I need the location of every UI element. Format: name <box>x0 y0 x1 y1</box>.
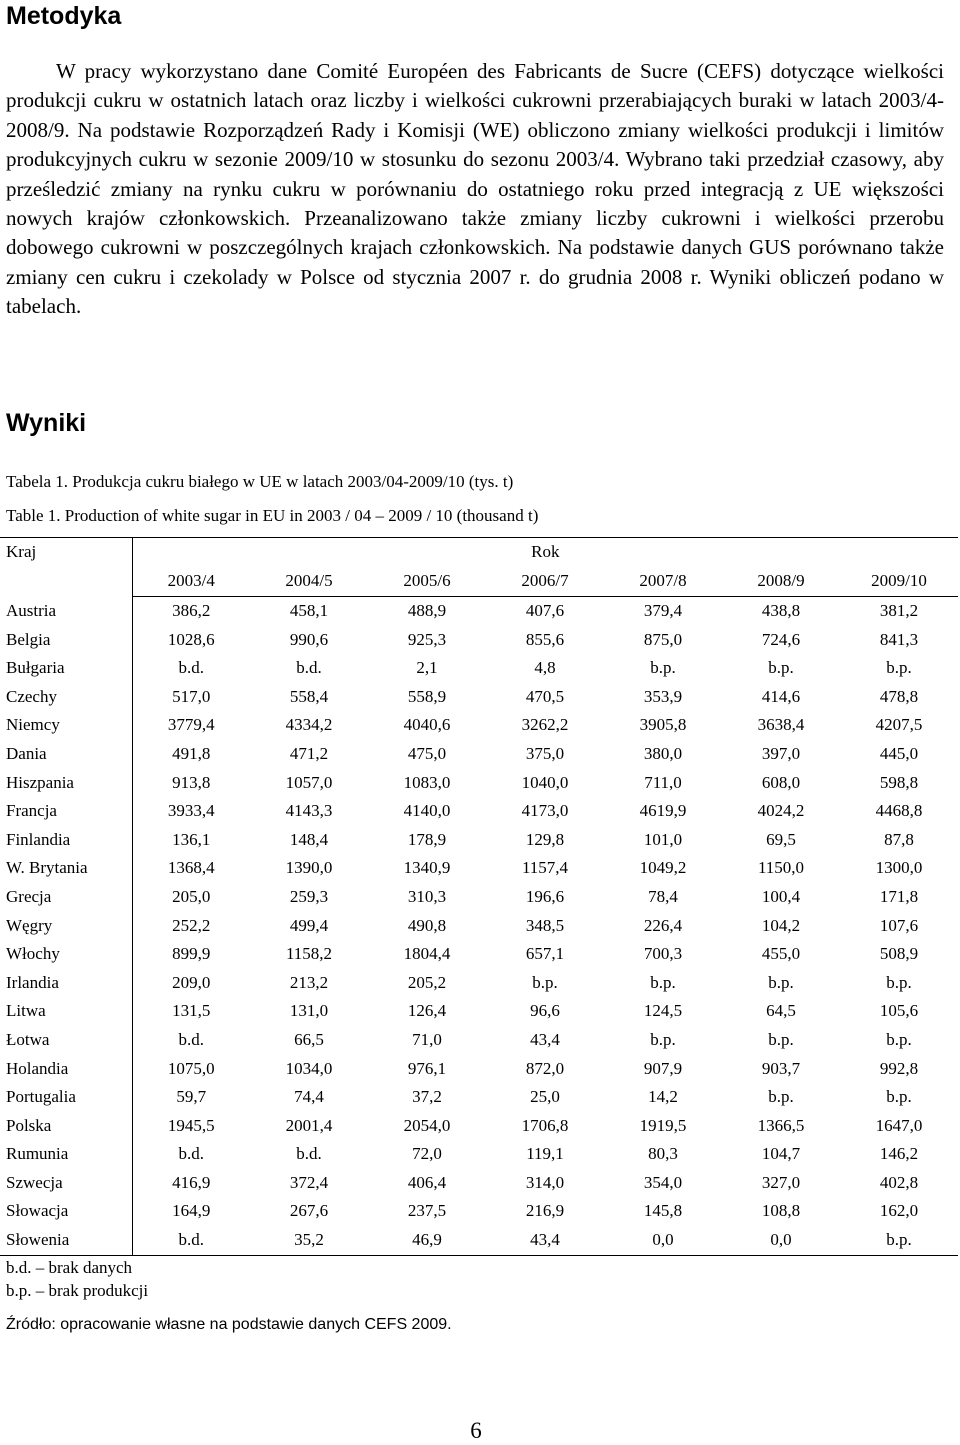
value-cell: 252,2 <box>172 915 211 935</box>
table-caption-polish: Tabela 1. Produkcja cukru białego w UE w latach 2003/04-2009/10 (tys. t) <box>6 472 514 491</box>
year-header: 2007/8 <box>604 566 722 597</box>
table-row <box>0 969 958 998</box>
value-cell: b.p. <box>650 972 676 992</box>
table-row <box>0 1055 958 1084</box>
value-cell: 101,0 <box>643 829 683 849</box>
value-cell: 1049,2 <box>639 858 687 878</box>
value-cell: 3638,4 <box>757 715 805 735</box>
value-cell: 478,8 <box>879 686 919 706</box>
value-cell: 2001,4 <box>285 1115 333 1135</box>
value-cell: 907,9 <box>643 1058 683 1078</box>
value-cell: 925,3 <box>407 629 447 649</box>
table-row <box>0 854 958 883</box>
country-cell: Irlandia <box>0 969 132 998</box>
value-cell: 990,6 <box>289 629 329 649</box>
table-row <box>0 912 958 941</box>
value-cell: 416,9 <box>172 1172 211 1192</box>
value-cell: 25,0 <box>530 1087 560 1107</box>
country-cell: Słowenia <box>0 1226 132 1255</box>
value-cell: 414,6 <box>761 686 801 706</box>
value-cell: 558,9 <box>407 686 447 706</box>
value-cell: 4024,2 <box>757 801 805 821</box>
country-cell: Hiszpania <box>0 769 132 798</box>
value-cell: 470,5 <box>525 686 565 706</box>
value-cell: 475,0 <box>407 743 447 763</box>
value-cell: b.p. <box>650 658 676 678</box>
value-cell: 124,5 <box>643 1001 683 1021</box>
table-row <box>0 683 958 712</box>
country-cell: Finlandia <box>0 826 132 855</box>
country-cell: Szwecja <box>0 1169 132 1198</box>
table-row <box>0 1112 958 1141</box>
page-number: 6 <box>470 1418 482 1443</box>
table-header-row <box>0 538 958 567</box>
value-cell: 1075,0 <box>167 1058 215 1078</box>
value-cell: 397,0 <box>761 743 801 763</box>
value-cell: 209,0 <box>172 972 211 992</box>
value-cell: 148,4 <box>289 829 329 849</box>
value-cell: 78,4 <box>648 886 678 906</box>
value-cell: 1390,0 <box>285 858 333 878</box>
methodology-paragraph: W pracy wykorzystano dane Comité Européen des Fabricants de Sucre (CEFS) dotyczące wielkości produkcji cukru w ostatnich latach oraz liczby i wielkości cukrowni przerabiających buraki w latach 2003/4-2008/9. Na podstawie Rozporządzeń Rady i Komisji (WE) obliczono zmiany wielkości produkcji i limitów produkcyjnych cukru w sezonie 2009/10 w stosunku do sezonu 2003/4. Wybrano taki przedział czasowy, aby prześledzić zmiany na rynku cukru w porównaniu do ostatniego roku przed integracją z UE większości nowych krajów członkowskich. Przeanalizowano także zmiany liczby cukrowni i wielkości przerobu dobowego cukrowni w poszczególnych krajach członkowskich. Na podstawie danych GUS porównano także zmiany cen cukru i czekolady w Polsce od stycznia 2007 r. do grudnia 2008 r. Wyniki obliczeń podano w tabelach. <box>6 59 944 319</box>
value-cell: 119,1 <box>526 1144 564 1164</box>
value-cell: 438,8 <box>761 601 801 620</box>
value-cell: 46,9 <box>368 1226 486 1255</box>
value-cell: b.p. <box>768 1029 794 1049</box>
value-cell: b.p. <box>532 972 558 992</box>
table-row <box>0 597 958 626</box>
country-cell: Węgry <box>0 912 132 941</box>
value-cell: 105,6 <box>879 1001 919 1021</box>
country-cell: Rumunia <box>0 1140 132 1169</box>
year-header: 2004/5 <box>250 566 368 597</box>
value-cell: 353,9 <box>643 686 683 706</box>
value-cell: 59,7 <box>176 1087 207 1107</box>
value-cell: b.p. <box>840 1226 958 1255</box>
value-cell: 976,1 <box>407 1058 447 1078</box>
country-cell: Łotwa <box>0 1026 132 1055</box>
value-cell: 136,1 <box>172 829 211 849</box>
value-cell: 1150,0 <box>757 858 805 878</box>
country-cell: Włochy <box>0 940 132 969</box>
value-cell: 841,3 <box>879 629 919 649</box>
value-cell: 354,0 <box>643 1172 683 1192</box>
value-cell: 455,0 <box>761 944 801 964</box>
value-cell: 872,0 <box>525 1058 565 1078</box>
value-cell: 1028,6 <box>167 629 215 649</box>
value-cell: 80,3 <box>648 1144 678 1164</box>
table-row <box>0 1140 958 1169</box>
country-cell: Czechy <box>0 683 132 712</box>
value-cell: b.d. <box>178 658 204 678</box>
value-cell: 104,7 <box>761 1144 801 1164</box>
value-cell: 508,9 <box>879 944 919 964</box>
value-cell: 1040,0 <box>521 772 569 792</box>
value-cell: 37,2 <box>412 1087 442 1107</box>
year-header: 2003/4 <box>132 566 250 597</box>
value-cell: 402,8 <box>879 1172 919 1192</box>
value-cell: 205,0 <box>172 886 211 906</box>
table-row <box>0 769 958 798</box>
value-cell: 205,2 <box>407 972 447 992</box>
value-cell: 657,1 <box>525 944 565 964</box>
country-cell: Austria <box>0 597 132 626</box>
value-cell: 3933,4 <box>167 801 215 821</box>
table-row <box>0 1083 958 1112</box>
value-cell: b.p. <box>768 972 794 992</box>
value-cell: 3262,2 <box>521 715 569 735</box>
value-cell: 196,6 <box>525 886 565 906</box>
country-cell: Dania <box>0 740 132 769</box>
value-cell: 381,2 <box>879 601 919 620</box>
value-cell: b.p. <box>886 1029 912 1049</box>
value-cell: 724,6 <box>761 629 801 649</box>
table-row <box>0 826 958 855</box>
value-cell: 1647,0 <box>875 1115 923 1135</box>
table-row <box>0 1169 958 1198</box>
value-cell: 178,9 <box>407 829 447 849</box>
methodology-heading: Metodyka <box>6 2 122 30</box>
value-cell: 499,4 <box>289 915 329 935</box>
value-cell: 875,0 <box>643 629 683 649</box>
value-cell: 43,4 <box>486 1226 604 1255</box>
value-cell: 517,0 <box>172 686 211 706</box>
year-group-header: Rok <box>132 538 958 567</box>
value-cell: 4468,8 <box>875 801 923 821</box>
value-cell: 488,9 <box>407 601 447 620</box>
table-row <box>0 654 958 683</box>
value-cell: 145,8 <box>643 1201 683 1221</box>
country-cell: Francja <box>0 797 132 826</box>
country-cell: Holandia <box>0 1055 132 1084</box>
value-cell: b.p. <box>650 1029 676 1049</box>
table-row <box>0 711 958 740</box>
note-bd: b.d. – brak danych <box>6 1258 133 1277</box>
value-cell: 1158,2 <box>285 944 333 964</box>
value-cell: 406,4 <box>407 1172 447 1192</box>
value-cell: 69,5 <box>766 829 796 849</box>
value-cell: 375,0 <box>525 743 565 763</box>
value-cell: 0,0 <box>722 1226 840 1255</box>
source-note: Źródło: opracowanie własne na podstawie danych CEFS 2009. <box>6 1316 452 1333</box>
value-cell: 2054,0 <box>403 1115 451 1135</box>
value-cell: 4173,0 <box>521 801 569 821</box>
value-cell: 131,5 <box>172 1001 211 1021</box>
table-row <box>0 940 958 969</box>
value-cell: 87,8 <box>884 829 914 849</box>
value-cell: 226,4 <box>643 915 683 935</box>
value-cell: 903,7 <box>761 1058 801 1078</box>
value-cell: 1804,4 <box>403 944 451 964</box>
value-cell: 711,0 <box>644 772 682 792</box>
value-cell: 1706,8 <box>521 1115 569 1135</box>
value-cell: 445,0 <box>879 743 919 763</box>
value-cell: 380,0 <box>643 743 683 763</box>
value-cell: 598,8 <box>879 772 919 792</box>
note-bp: b.p. – brak produkcji <box>6 1281 149 1300</box>
value-cell: 164,9 <box>172 1201 211 1221</box>
value-cell: 491,8 <box>172 743 211 763</box>
value-cell: 171,8 <box>879 886 919 906</box>
value-cell: b.d. <box>132 1226 250 1255</box>
year-header: 2006/7 <box>486 566 604 597</box>
value-cell: 490,8 <box>407 915 447 935</box>
value-cell: 4140,0 <box>403 801 451 821</box>
value-cell: 1340,9 <box>403 858 451 878</box>
table-row <box>0 740 958 769</box>
value-cell: 14,2 <box>648 1087 678 1107</box>
table-body <box>0 597 958 1256</box>
country-cell: Belgia <box>0 626 132 655</box>
value-cell: 108,8 <box>761 1201 801 1221</box>
results-heading: Wyniki <box>6 409 87 437</box>
country-column-header: Kraj <box>0 538 132 597</box>
value-cell: 126,4 <box>407 1001 447 1021</box>
value-cell: 608,0 <box>761 772 801 792</box>
value-cell: b.p. <box>768 658 794 678</box>
table-row <box>0 997 958 1026</box>
value-cell: 471,2 <box>289 743 329 763</box>
value-cell: 107,6 <box>879 915 919 935</box>
value-cell: 96,6 <box>530 1001 560 1021</box>
country-cell: W. Brytania <box>0 854 132 883</box>
value-cell: 129,8 <box>525 829 565 849</box>
year-header: 2009/10 <box>840 566 958 597</box>
value-cell: b.d. <box>178 1029 204 1049</box>
value-cell: 372,4 <box>289 1172 329 1192</box>
table-row <box>0 797 958 826</box>
value-cell: 992,8 <box>879 1058 919 1078</box>
country-cell: Portugalia <box>0 1083 132 1112</box>
value-cell: b.d. <box>178 1144 204 1164</box>
value-cell: 1366,5 <box>757 1115 805 1135</box>
value-cell: 310,3 <box>407 886 447 906</box>
value-cell: 913,8 <box>172 772 211 792</box>
value-cell: 1057,0 <box>285 772 333 792</box>
value-cell: 1034,0 <box>285 1058 333 1078</box>
value-cell: 74,4 <box>294 1087 324 1107</box>
value-cell: 1157,4 <box>521 858 569 878</box>
value-cell: 162,0 <box>879 1201 919 1221</box>
value-cell: 327,0 <box>761 1172 801 1192</box>
value-cell: 1919,5 <box>639 1115 687 1135</box>
table-row <box>0 1197 958 1226</box>
country-cell: Grecja <box>0 883 132 912</box>
country-cell: Słowacja <box>0 1197 132 1226</box>
value-cell: 104,2 <box>761 915 801 935</box>
value-cell: 855,6 <box>525 629 565 649</box>
table-row <box>0 883 958 912</box>
value-cell: 2,1 <box>416 658 438 678</box>
value-cell: 43,4 <box>530 1029 560 1049</box>
value-cell: b.p. <box>886 1087 912 1107</box>
value-cell: b.p. <box>768 1087 794 1107</box>
value-cell: 3779,4 <box>167 715 215 735</box>
value-cell: 4619,9 <box>639 801 687 821</box>
value-cell: 0,0 <box>604 1226 722 1255</box>
value-cell: 216,9 <box>525 1201 565 1221</box>
value-cell: 213,2 <box>289 972 329 992</box>
value-cell: 1300,0 <box>875 858 923 878</box>
value-cell: 558,4 <box>289 686 329 706</box>
year-header: 2008/9 <box>722 566 840 597</box>
table-notes <box>6 1256 148 1302</box>
value-cell: 386,2 <box>172 601 211 620</box>
value-cell: 131,0 <box>289 1001 329 1021</box>
country-cell: Bułgaria <box>0 654 132 683</box>
value-cell: b.d. <box>296 658 322 678</box>
value-cell: 899,9 <box>172 944 211 964</box>
table-caption-english: Table 1. Production of white sugar in EU in 2003 / 04 – 2009 / 10 (thousand t) <box>6 506 539 525</box>
value-cell: 4334,2 <box>285 715 333 735</box>
value-cell: 314,0 <box>525 1172 565 1192</box>
value-cell: 379,4 <box>643 601 683 620</box>
value-cell: 4207,5 <box>875 715 923 735</box>
value-cell: 4,8 <box>534 658 556 678</box>
value-cell: 100,4 <box>761 886 801 906</box>
value-cell: 4143,3 <box>285 801 333 821</box>
value-cell: 64,5 <box>766 1001 796 1021</box>
table-row <box>0 1026 958 1055</box>
value-cell: 348,5 <box>525 915 565 935</box>
value-cell: 71,0 <box>412 1029 442 1049</box>
value-cell: 146,2 <box>879 1144 919 1164</box>
value-cell: 3905,8 <box>639 715 687 735</box>
value-cell: 1083,0 <box>403 772 451 792</box>
value-cell: 458,1 <box>289 601 329 620</box>
value-cell: b.p. <box>886 972 912 992</box>
value-cell: 72,0 <box>412 1144 442 1164</box>
country-cell: Polska <box>0 1112 132 1141</box>
value-cell: 407,6 <box>525 601 565 620</box>
value-cell: 259,3 <box>289 886 329 906</box>
value-cell: 1368,4 <box>167 858 215 878</box>
value-cell: 1945,5 <box>167 1115 215 1135</box>
value-cell: b.p. <box>886 658 912 678</box>
year-header: 2005/6 <box>368 566 486 597</box>
value-cell: 267,6 <box>289 1201 329 1221</box>
sugar-production-table <box>0 537 958 1256</box>
value-cell: 35,2 <box>250 1226 368 1255</box>
value-cell: b.d. <box>296 1144 322 1164</box>
table-row <box>0 626 958 655</box>
country-cell: Niemcy <box>0 711 132 740</box>
value-cell: 237,5 <box>407 1201 447 1221</box>
value-cell: 4040,6 <box>403 715 451 735</box>
year-header-row <box>0 566 958 597</box>
table-row <box>0 1226 958 1255</box>
value-cell: 66,5 <box>294 1029 324 1049</box>
value-cell: 700,3 <box>643 944 683 964</box>
country-cell: Litwa <box>0 997 132 1026</box>
